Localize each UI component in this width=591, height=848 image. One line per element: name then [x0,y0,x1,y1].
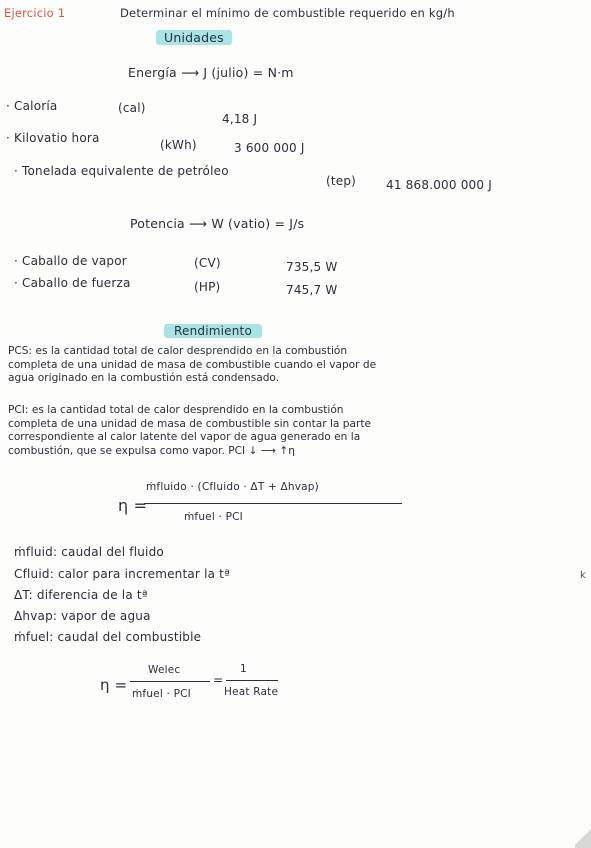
pci-line: completa de una unidad de masa de combustible sin contar la parte [8,417,372,430]
pci-line: correspondiente al calor latente del vapor de agua generado en la [8,431,361,443]
page-corner-curl [575,826,591,848]
energia-definition: Energía ⟶ J (julio) = N·m [128,65,294,80]
unit-name-caloria: · Caloría [6,99,58,113]
pci-definition [8,404,548,458]
unit-name-hp: · Caballo de fuerza [14,276,131,290]
pci-line: combustión, que se expulsa como vapor. PCI ↓ ⟶ ↑η [8,444,295,457]
unit-name-cv: · Caballo de vapor [14,254,127,268]
unit-value-cv: 735,5 W [286,260,338,274]
formula2-fraction-bar-1 [130,681,210,682]
formula2-denominator1: ṁfuel · PCI [132,688,191,700]
unit-symbol-cv: (CV) [194,256,221,270]
unit-name-kwh: · Kilovatio hora [6,131,100,145]
exercise-statement: Determinar el mínimo de combustible requerido en kg/h [120,6,455,20]
definition-delta-t: ΔT: diferencia de la tª [14,588,148,602]
unit-symbol-tep: (tep) [326,174,357,188]
unit-value-hp: 745,7 W [286,283,338,297]
margin-mark: k [580,570,586,581]
pcs-line: completa de una unidad de masa de combustible cuando el vapor de [8,358,377,371]
pcs-definition [8,345,548,386]
formula2-numerator1: Welec [148,664,181,676]
formula1-lhs: η = [118,496,148,515]
unit-symbol-hp: (HP) [194,280,221,294]
definition-cfluid: Cfluid: calor para incrementar la tª [14,567,230,581]
exercise-label: Ejercicio 1 [4,6,66,20]
pcs-line: agua originado en la combustión está condensado. [8,372,280,384]
unit-name-tep: · Tonelada equivalente de petróleo [14,164,229,178]
unit-symbol-kwh: (kWh) [160,138,197,152]
formula1-numerator: ṁfluido · (Cfluido · ΔT + Δhvap) [146,481,319,493]
formula2-equals: = [213,673,224,687]
section-title-unidades: Unidades [156,30,232,45]
formula2-fraction-bar-2 [226,680,278,681]
pcs-line: PCS: es la cantidad total de calor desprendido en la combustión [8,345,348,357]
formula1-fraction-bar [144,503,402,504]
formula2-denominator2: Heat Rate [224,686,279,698]
formula2-numerator2: 1 [240,663,247,675]
unit-value-kwh: 3 600 000 J [234,141,305,155]
pci-line: PCI: es la cantidad total de calor desprendido en la combustión [8,404,344,416]
definition-delta-hvap: Δhvap: vapor de agua [14,609,151,623]
definition-mfuel: ṁfuel: caudal del combustible [14,630,202,644]
unit-value-cal: 4,18 J [222,112,258,126]
formula1-denominator: ṁfuel · PCI [184,511,243,523]
definition-mfluid: ṁfluid: caudal del fluido [14,545,164,559]
potencia-definition: Potencia ⟶ W (vatio) = J/s [130,216,305,231]
unit-value-tep: 41 868.000 000 J [386,178,492,192]
unit-symbol-cal: (cal) [118,101,146,115]
formula2-lhs: η = [100,676,128,694]
section-title-rendimiento: Rendimiento [164,324,262,338]
